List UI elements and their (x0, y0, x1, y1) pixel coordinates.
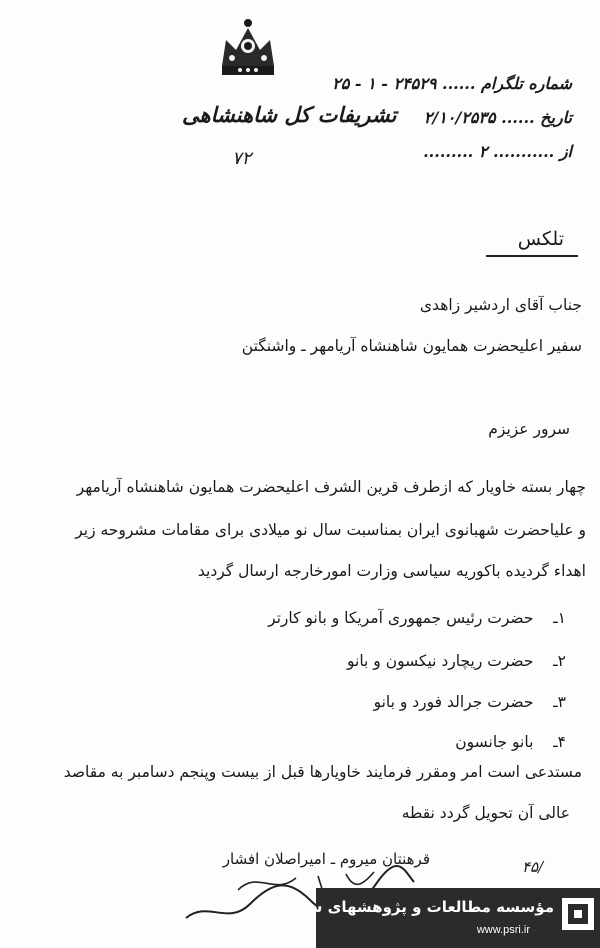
list-item-number: ۴ـ (553, 733, 566, 751)
signers: قرهنتان میروم ـ امیراصلان افشار (222, 850, 430, 868)
recipient-title: سفیر اعلیحضرت همایون شاهنشاه آریامهر ـ واشنگتن (241, 337, 582, 355)
list-item (268, 609, 566, 627)
list-item (347, 652, 566, 670)
list-item-number: ۲ـ (553, 652, 566, 670)
list-item-text: بانو جانسون (455, 733, 534, 751)
attachment-line: از ........... ۲ ......... (423, 142, 572, 161)
institute-url[interactable]: www.psri.ir (476, 924, 530, 936)
telex-underline (486, 255, 578, 257)
page-mark: ۷۲ (232, 148, 252, 169)
footer-band (316, 888, 600, 948)
salutation: سرور عزیزم (488, 420, 570, 438)
reference-number: ۴۵/ (522, 858, 544, 876)
recipient-name: جناب آقای اردشیر زاهدی (419, 296, 582, 314)
pahlavi-crown-emblem-icon (212, 14, 284, 86)
office-name: تشریفات کل شاهنشاهی (182, 102, 397, 127)
list-item-text: حضرت جرالد فورد و بانو (373, 693, 534, 711)
psri-logo-icon (562, 898, 594, 930)
paragraph-line: اهداء گردیده باکوریه سیاسی وزارت امورخارجه ارسال گردید (197, 562, 586, 580)
institute-name: مؤسسه مطالعات و پژوهشهای سیاسی (265, 898, 554, 916)
list-item-number: ۳ـ (553, 693, 566, 711)
closing-line: عالی آن تحویل گردد نقطه (401, 804, 570, 822)
list-item (455, 733, 566, 751)
document-date: تاریخ ...... ۲/۱۰/۲۵۳۵ (423, 108, 572, 127)
list-item-number: ۱ـ (553, 609, 566, 627)
list-item-text: حضرت رئیس جمهوری آمریکا و بانو کارتر (268, 609, 534, 627)
paragraph-line: و علیاحضرت شهبانوی ایران بمناسبت سال نو میلادی برای مقامات مشروحه زیر (75, 521, 586, 539)
telegram-number: شماره تلگرام ...... ۲۴۵۲۹ - ۱ - ۲۵ (332, 74, 572, 93)
closing-line: مستدعی است امر ومقرر فرمایند خاویارها قبل از بیست وپنجم دسامبر به مقاصد (63, 763, 582, 781)
list-item (374, 693, 566, 711)
list-item-text: حضرت ریچارد نیکسون و بانو (347, 652, 534, 670)
document-type-label: تلکس (517, 228, 564, 250)
paragraph-line: چهار بسته خاویار که ازطرف قرین الشرف اعلیحضرت همایون شاهنشاه آریامهر (76, 478, 586, 496)
